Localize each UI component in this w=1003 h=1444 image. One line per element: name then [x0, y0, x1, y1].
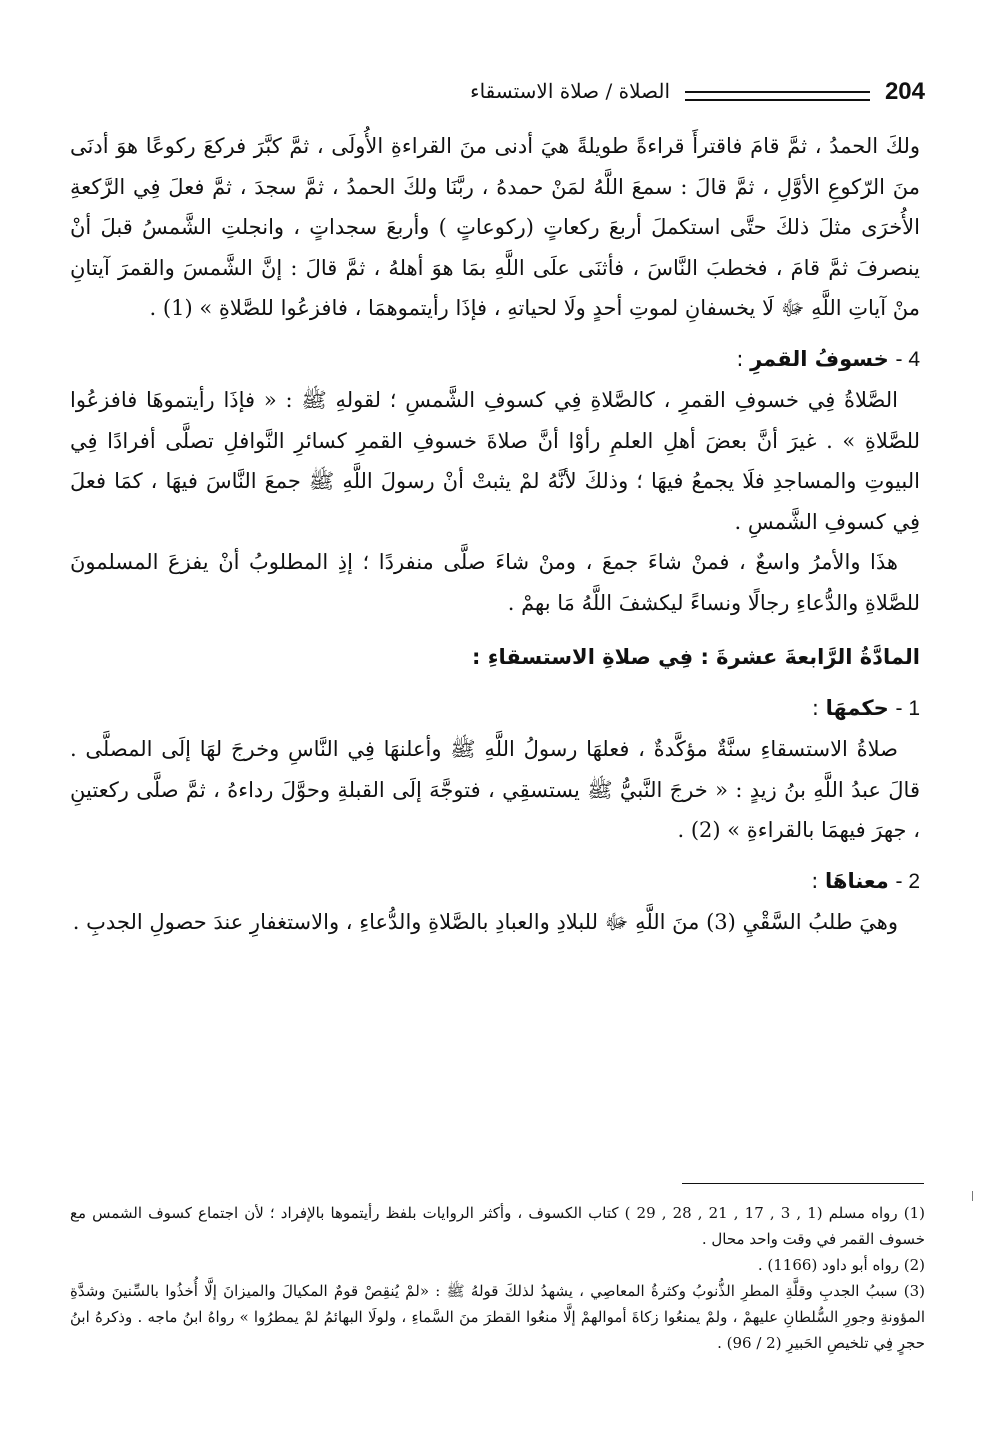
page-number: 204: [884, 78, 925, 105]
section-title: خسوفُ القمرِ: [750, 346, 889, 371]
section-heading-meaning: [70, 861, 920, 903]
page-header: [60, 78, 925, 112]
section-heading-eclipse: [70, 339, 920, 381]
paragraph: صلاةُ الاستسقاءِ سنَّةٌ مؤكَّدةٌ ، فعلهَا رسولُ اللَّهِ ﷺ وأعلنهَا فِي النَّاسِ وخرجَ لهَا إلَى المصلَّى . قالَ عبدُ اللَّهِ بنُ زيدٍ : « خرجَ النَّبيُّ ﷺ يستسقِي ، فتوجَّهَ إلَى القبلةِ وحوَّلَ رداءهُ ، ثمَّ صلَّى ركعتينِ ، جهرَ فيهمَا بالقراءةِ » (2) .: [70, 737, 920, 842]
footnotes: [70, 1200, 925, 1356]
paragraph: وهيَ طلبُ السَّقْيِ (3) منَ اللَّهِ ﷻ للبلادِ والعبادِ بالصَّلاةِ والدُّعاءِ ، والاستغفارِ عندَ حصولِ الجدبِ .: [72, 910, 898, 934]
section-colon: :: [811, 695, 819, 720]
footnote: (1) رواه مسلم (1 , 3 , 17 , 21 , 28 , 29 ) كتاب الكسوف ، وأكثر الروايات بلفظ رأيتموها بالإفراد ؛ لأن اجتماع كسوف الشمس مع خسوف القمر في وقت واحد محال .: [70, 1204, 926, 1248]
main-text: [70, 126, 920, 943]
section-heading-ruling: [70, 688, 920, 730]
section-number: 1 -: [895, 696, 920, 720]
section-title: حكمهَا: [825, 695, 889, 720]
footnote: (3) سببُ الجدبِ وقلَّةِ المطرِ الذُّنوبُ وكثرةُ المعاصِي ، يشهدُ لذلكَ قولهُ ﷺ : «لمْ يُنقِصْ قومٌ المكيالَ والميزانَ إلَّا أُخذُوا بالسِّنينَ وشدَّةِ المؤونةِ وجورِ السُّلطانِ عليهمْ ، ولمْ يمنعُوا زكاةَ أموالهمْ إلَّا منعُوا القطرَ منَ السَّماءِ ، ولولَا البهائمُ لمْ يمطرُوا » رواهُ ابنُ ماجه . وذكرهُ ابنُ حجرٍ فِي تلخيصِ الحَبيرِ (2 / 96) .: [70, 1282, 925, 1352]
chapter-heading: المادَّةُ الرَّابعةَ عشرةَ : فِي صلاةِ الاستسقاءِ :: [472, 645, 920, 669]
margin-mark: [972, 1191, 973, 1201]
paragraph: ولكَ الحمدُ ، ثمَّ قامَ فاقترأَ قراءةً طويلةً هيَ أدنى منَ القراءةِ الأُولَى ، ثمَّ كبَّرَ فركعَ ركوعًا هوَ أدنَى منَ الرّكوعِ الأوَّلِ ، ثمَّ قالَ : سمعَ اللَّهُ لمَنْ حمدهُ ، ربَّنَا ولكَ الحمدُ ، ثمَّ سجدَ ، ثمَّ فعلَ فِي الرَّكعةِ الأُخرَى مثلَ ذلكَ حتَّى استكملَ أربعَ ركعاتٍ (ركوعاتٍ ) وأربعَ سجداتٍ ، وانجلتِ الشَّمسُ قبلَ أنْ ينصرفَ ثمَّ قامَ ، فخطبَ النَّاسَ ، فأثنَى علَى اللَّهِ بمَا هوَ أهلهُ ، ثمَّ قالَ : إنَّ الشَّمسَ والقمرَ آيتانِ منْ آياتِ اللَّهِ ﷻ لَا يخسفانِ لموتِ أحدٍ ولَا لحياتهِ ، فإذَا رأيتموهمَا ، فافزعُوا للصَّلاةِ » (1) .: [70, 134, 920, 320]
header-rule: [685, 91, 870, 101]
footnote: (2) رواه أبو داود (1166) .: [757, 1256, 925, 1274]
paragraph: الصَّلاةُ فِي خسوفِ القمرِ ، كالصَّلاةِ فِي كسوفِ الشَّمسِ ؛ لقولهِ ﷺ : « فإذَا رأيتموهَا فافزعُوا للصَّلاةِ » . غيرَ أنَّ بعضَ أهلِ العلمِ رأوْا أنَّ صلاةَ خسوفِ القمرِ كسائرِ النَّوافلِ تصلَّى أفرادًا فِي البيوتِ والمساجدِ فلَا يجمعُ فيهَا ؛ وذلكَ لأنَّهُ لمْ يثبتْ أنْ رسولَ اللَّهِ ﷺ جمعَ النَّاسَ فيهَا ، كمَا فعلَ فِي كسوفِ الشَّمسِ .: [70, 388, 920, 534]
section-colon: :: [811, 868, 819, 893]
section-colon: :: [736, 346, 744, 371]
running-title: الصلاة / صلاة الاستسقاء: [470, 79, 670, 103]
footnote-separator: [682, 1183, 924, 1184]
section-number: 2 -: [895, 869, 920, 893]
paragraph: هذَا والأمرُ واسعٌ ، فمنْ شاءَ جمعَ ، ومنْ شاءَ صلَّى منفردًا ؛ إذِ المطلوبُ أنْ يفزعَ المسلمونَ للصَّلاةِ والدُّعاءِ رجالًا ونساءً ليكشفَ اللَّهُ مَا بهمْ .: [70, 550, 920, 615]
section-number: 4 -: [895, 347, 920, 371]
section-title: معناهَا: [825, 868, 889, 893]
